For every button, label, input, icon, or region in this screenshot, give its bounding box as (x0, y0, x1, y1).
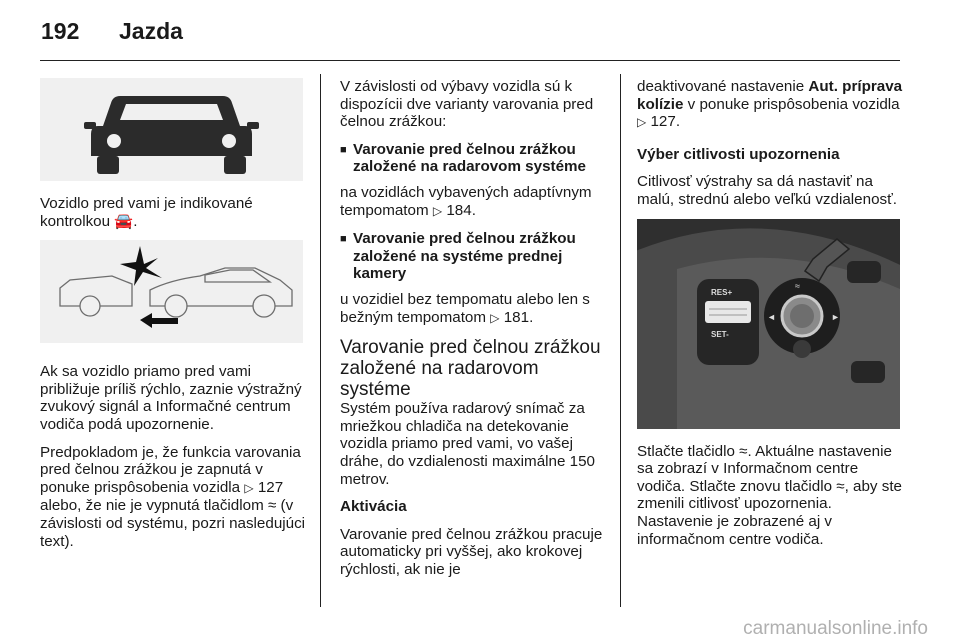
bullet-camera: ■ Varovanie pred čelnou zrážkou založené na systéme prednej kamery (340, 230, 576, 283)
page-header (41, 18, 183, 45)
svg-text:RES+: RES+ (711, 287, 733, 297)
system-description: Systém používa radarový snímač za mriežkou chladiča na detekovanie vozidla priamo pred vami, vo vašej dráhe, do vzdialenosti maximálne 150 metrov. (340, 400, 595, 488)
press-button-paragraph: Stlačte tlačidlo ≈. Aktuálne nastavenie sa zobrazí v Informačnom centre vodiča. Stlačte znovu tlačidlo ≈, aby ste zmenili citlivosť upozornenia. Nastavenie je zobrazené aj v informačnom centre vodiča. (637, 442, 902, 548)
watermark: carmanualsonline.info (743, 618, 928, 639)
bullet-radar-text: na vozidlách vybavených adaptívnym tempomatom ▷ 184. (340, 183, 592, 219)
impact-star-icon (120, 246, 162, 286)
prerequisite-paragraph: Predpokladom je, že funkcia varovania pred čelnou zrážkou je zapnutá v ponuke prispôsobenia vozidla ▷ 127 alebo, že nie je vypnutá tlačidlom ≈ (v závislosti od systému, pozri nasledujúci text). (40, 443, 306, 550)
steering-wheel-controls (637, 219, 900, 429)
activation-text: Varovanie pred čelnou zrážkou pracuje automaticky pri vyššej, ako krokovej rýchlosti, ak nie je (340, 525, 603, 578)
sensitivity-button-icon: ≈ (795, 280, 800, 291)
distance-left-icon: ◄ (767, 311, 776, 322)
steering-wheel-figure (637, 219, 900, 429)
subheading-activation: Aktivácia (340, 498, 407, 516)
svg-text:SET-: SET- (711, 329, 729, 339)
subheading-sensitivity: Výber citlivosti upozornenia (637, 145, 840, 163)
column-divider-2 (620, 74, 621, 607)
collision-button-icon: ≈ (267, 497, 277, 515)
continuation-paragraph: deaktivované nastavenie Aut. príprava kolízie v ponuke prispôsobenia vozidla ▷ 127. (637, 78, 903, 131)
reference-arrow-icon: ▷ (244, 480, 254, 495)
sensitivity-button-icon: ≈ (739, 442, 748, 460)
distance-right-icon: ► (831, 311, 840, 322)
intro-paragraph: V závislosti od výbavy vozidla sú k dispozícii dve varianty varovania pred čelnou zrážkou: (340, 78, 594, 131)
reference-arrow-icon: ▷ (432, 203, 443, 218)
page-title: Jazda (119, 18, 183, 44)
collision-warning-figure (40, 240, 303, 343)
car-indicator-figure (40, 78, 303, 181)
sensitivity-text: Citlivosť výstrahy sa dá nastaviť na malú, strednú alebo veľkú vzdialenosť. (637, 173, 898, 208)
indicator-text: Vozidlo pred vami je indikované kontrolkou (40, 195, 253, 230)
vehicle-ahead-icon (40, 78, 303, 181)
column-divider-1 (320, 74, 321, 607)
column-1: Vozidlo pred vami je indikované kontrolkou 🚘. Ak sa vozidlo priamo pred vami približuje príliš rýchlo, zaznie výstražný zvukový signál a Informačné centrum vodiča podá upozornenie. Predpokladom je, že funkcia varovania pred čelnou zrážkou je zapnutá v ponuke prispôsobenia vozidla ▷ 127 alebo, že nie je vypnutá tlačidlom ≈ (v závislosti od systému, pozri nasledujúci text). (40, 78, 306, 560)
sensitivity-button-icon: ≈ (836, 477, 845, 495)
section-heading: Varovanie pred čelnou zrážkou založené na radarovom systéme (340, 337, 601, 401)
page-number: 192 (41, 18, 80, 44)
reference-arrow-icon: ▷ (637, 115, 647, 130)
collision-illustration (40, 240, 303, 343)
car-indicator-icon: 🚘 (114, 212, 134, 230)
column-3 (637, 78, 903, 558)
bullet-camera-text: u vozidiel bez tempomatu alebo len s bežným tempomatom ▷ 181. (340, 290, 590, 326)
warning-paragraph: Ak sa vozidlo priamo pred vami približuje príliš rýchlo, zaznie výstražný zvukový signál a Informačné centrum vodiča podá upozornenie. (40, 363, 302, 433)
reference-arrow-icon: ▷ (490, 310, 500, 325)
bullet-square-icon: ■ (340, 233, 347, 246)
column-2 (340, 78, 606, 588)
bullet-square-icon: ■ (340, 143, 347, 156)
header-rule (40, 60, 900, 61)
bullet-radar: ■ Varovanie pred čelnou zrážkou založené na radarovom systéme (340, 140, 586, 176)
